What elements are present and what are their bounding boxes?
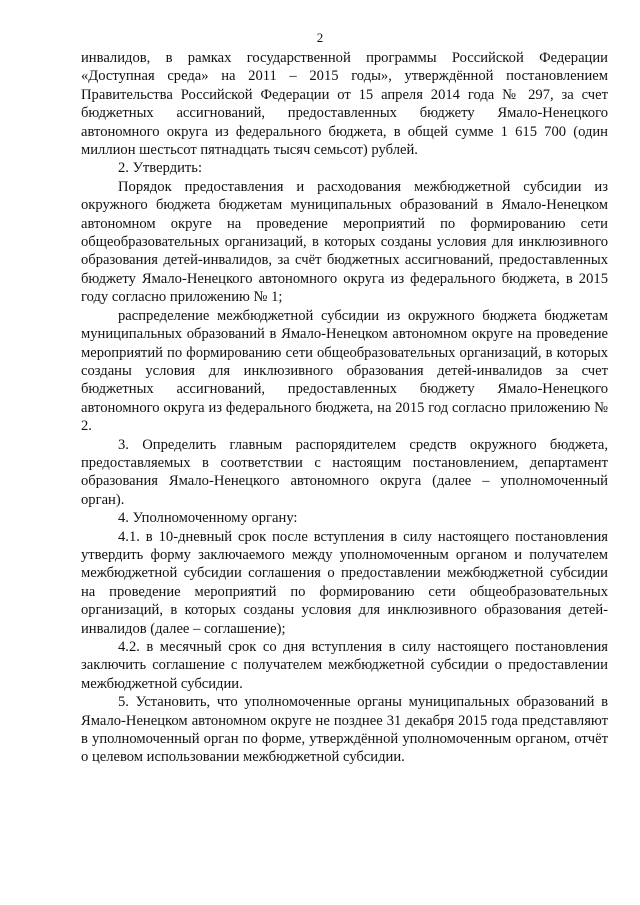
paragraph-distribution: распределение межбюджетной субсидии из окружного бюджета бюджетам муниципальных образований в Ямало-Ненецком автономном округе на проведение мероприятий по формированию сети общеобразовательных организаций, в которых созданы условия для инклюзивного образования детей-инвалидов за счет бюджетных ассигнований, предоставленных бюджету Ямало-Ненецкого автономного округа из федерального бюджета, на 2015 год согласно приложению № 2. [81,307,608,435]
paragraph-item-4-1: 4.1. в 10-дневный срок после вступления в силу настоящего постановления утвердить форму заключаемого между уполномоченным органом и получателем межбюджетной субсидии соглашения о предоставлении межбюджетной субсидии на проведение мероприятий по формированию сети общеобразовательных организаций, в которых созданы условия для инклюзивного образования детей-инвалидов (далее – соглашение); [81,528,608,637]
paragraph-item-3: 3. Определить главным распорядителем средств окружного бюджета, предоставляемых в соответствии с настоящим постановлением, департамент образования Ямало-Ненецкого автономного округа (далее – уполномоченный орган). [81,436,608,508]
paragraph-procedure: Порядок предоставления и расходования межбюджетной субсидии из окружного бюджета бюджетам муниципальных образований в Ямало-Ненецком автономном округе на проведение мероприятий по формированию сети общеобразовательных организаций, в которых созданы условия для инклюзивного образования детей-инвалидов, за счёт бюджетных ассигнований, предоставленных бюджету Ямало-Ненецкого автономного округа из федерального бюджета, в 2015 году согласно приложению № 1; [81,178,608,306]
document-body [81,49,608,767]
paragraph-item-5: 5. Установить, что уполномоченные органы муниципальных образований в Ямало-Ненецком автономном округе не позднее 31 декабря 2015 года представляют в уполномоченный орган по форме, утверждённой уполномоченным органом, отчёт о целевом использовании межбюджетной субсидии. [81,694,608,766]
paragraph-item-4: 4. Уполномоченному органу: [118,510,298,527]
paragraph-item-2: 2. Утвердить: [118,160,203,177]
page-number: 2 [316,30,324,45]
paragraph-item-4-2: 4.2. в месячный срок со дня вступления в силу настоящего постановления заключить соглашение с получателем межбюджетной субсидии о предоставлении межбюджетной субсидии. [81,639,608,692]
paragraph-continuation: инвалидов, в рамках государственной программы Российской Федерации «Доступная среда» на 2011 – 2015 годы», утверждённой постановлением Правительства Российской Федерации от 15 апреля 2014 года № 297, за счет бюджетных ассигнований, предоставленных бюджету Ямало-Ненецкого автономного округа из федерального бюджета, в общей сумме 1 615 700 (один миллион шестьсот пятнадцать тысяч семьсот) рублей. [81,50,608,159]
